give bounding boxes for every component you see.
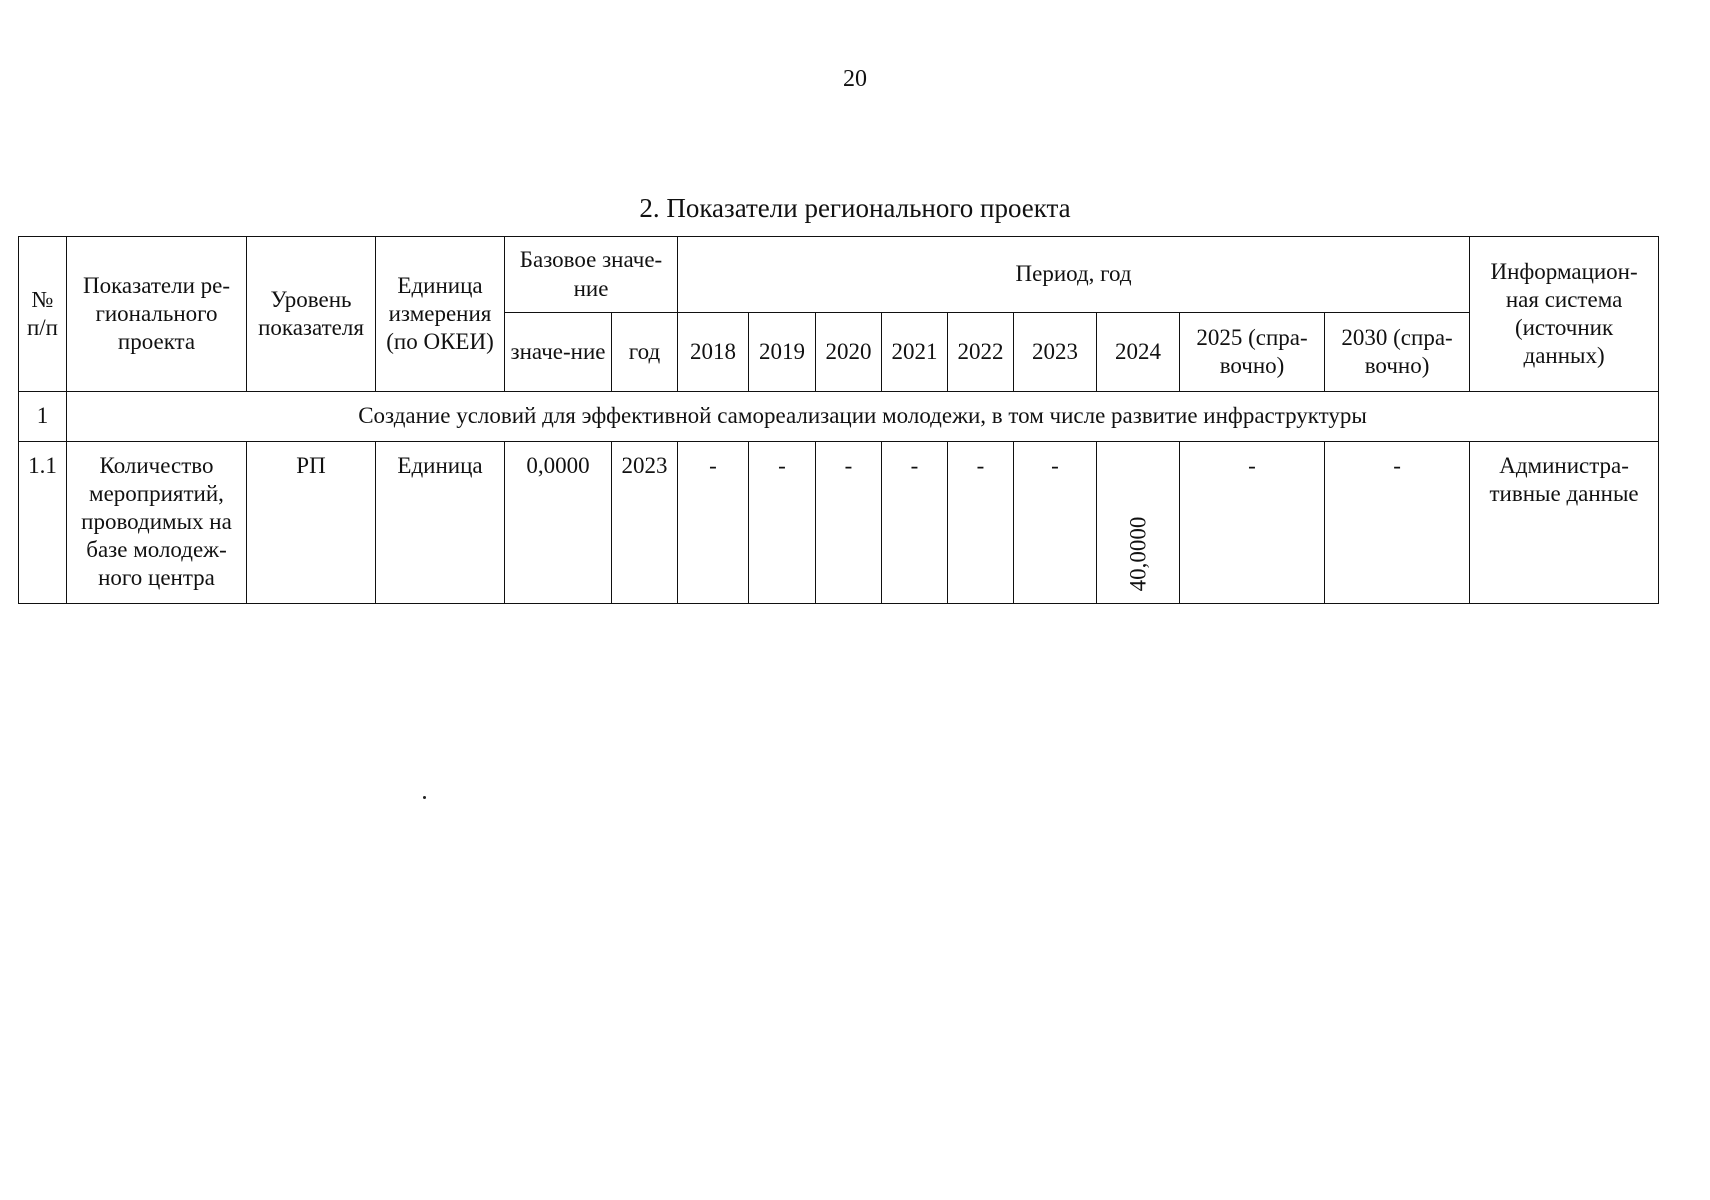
row-unit: Единица: [376, 442, 505, 604]
section-num: 1: [19, 392, 67, 442]
table-row: [19, 442, 1659, 604]
row-indicator: Количество мероприятий, проводимых на базе молодеж-ного центра: [67, 442, 247, 604]
row-value-2024: 40,0000: [1125, 516, 1151, 592]
header-year-2018: 2018: [678, 313, 749, 392]
row-value-2022: -: [948, 442, 1014, 604]
header-level: Уровень показателя: [247, 237, 376, 392]
header-info-system: Информацион-ная система (источник данных): [1470, 237, 1659, 392]
header-year-2025: 2025 (спра-вочно): [1180, 313, 1325, 392]
header-base-year: год: [612, 313, 678, 392]
row-base-value: 0,0000: [505, 442, 612, 604]
page-number: 20: [843, 66, 867, 92]
row-value-2025: -: [1180, 442, 1325, 604]
header-indicator: Показатели ре-гионального проекта: [67, 237, 247, 392]
row-value-2021: -: [882, 442, 948, 604]
header-num: № п/п: [19, 237, 67, 392]
section-text: Создание условий для эффективной самореализации молодежи, в том числе развитие инфраструктуры: [67, 392, 1659, 442]
section-title: 2. Показатели регионального проекта: [639, 193, 1071, 223]
header-year-2021: 2021: [882, 313, 948, 392]
row-value-2018: -: [678, 442, 749, 604]
row-value-2020: -: [816, 442, 882, 604]
header-year-2024: 2024: [1097, 313, 1180, 392]
header-base-value: значе-ние: [505, 313, 612, 392]
header-year-2022: 2022: [948, 313, 1014, 392]
header-base-group: Базовое значе-ние: [505, 237, 678, 313]
indicators-table: [18, 236, 1659, 604]
header-period-group: Период, год: [678, 237, 1470, 313]
section-row: [19, 392, 1659, 442]
row-num: 1.1: [19, 442, 67, 604]
header-year-2023: 2023: [1014, 313, 1097, 392]
row-value-2023: -: [1014, 442, 1097, 604]
header-row-top: [19, 237, 1659, 313]
header-year-2030: 2030 (спра-вочно): [1325, 313, 1470, 392]
row-level: РП: [247, 442, 376, 604]
row-value-2024-cell: [1097, 442, 1180, 604]
row-value-2030: -: [1325, 442, 1470, 604]
row-value-2019: -: [749, 442, 816, 604]
header-year-2020: 2020: [816, 313, 882, 392]
row-info-system: Администра-тивные данные: [1470, 442, 1659, 604]
header-year-2019: 2019: [749, 313, 816, 392]
header-unit: Единица измерения (по ОКЕИ): [376, 237, 505, 392]
stray-dot: [423, 796, 426, 799]
row-base-year: 2023: [612, 442, 678, 604]
